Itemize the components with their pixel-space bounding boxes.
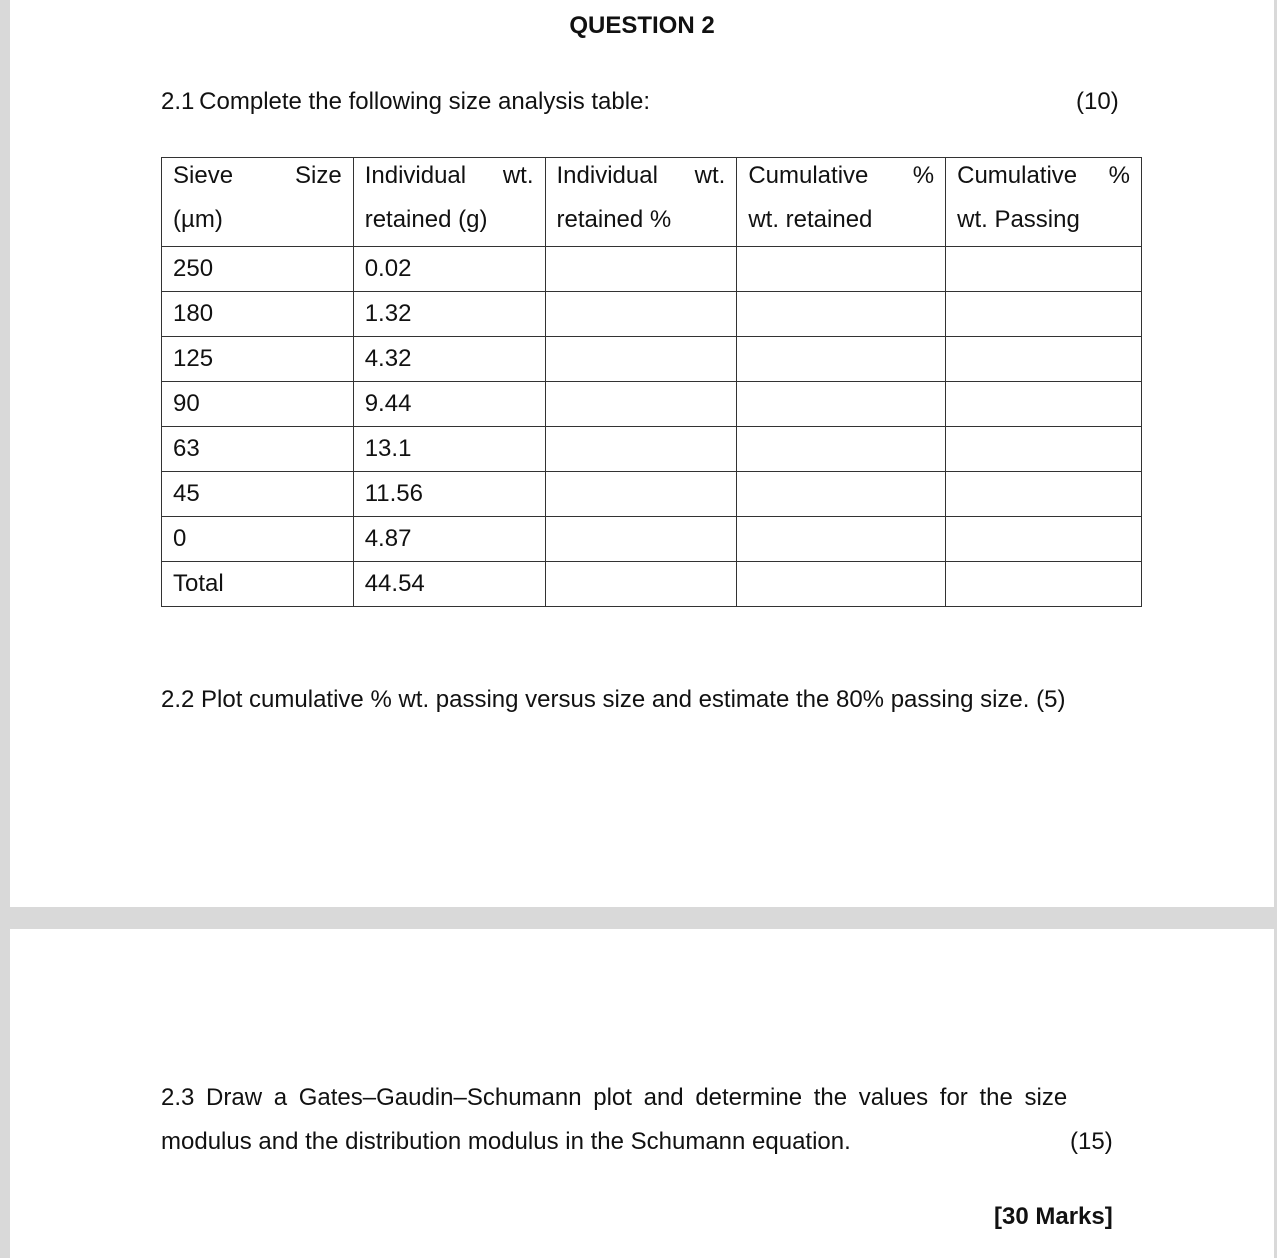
q21-marks: (10) — [1076, 88, 1119, 115]
cell-wt: 44.54 — [353, 562, 545, 607]
header-individual-wt-retained-g: Individual wt. retained (g) — [353, 158, 545, 247]
cell-size: 45 — [162, 472, 354, 517]
cell-empty — [545, 472, 737, 517]
total-marks: [30 Marks] — [994, 1203, 1113, 1230]
header-cumulative-wt-retained: Cumulative % wt. retained — [737, 158, 946, 247]
table-row — [162, 517, 1142, 562]
cell-wt: 1.32 — [353, 292, 545, 337]
q23-line1 — [161, 1084, 1119, 1112]
size-analysis-table — [161, 157, 1142, 607]
cell-wt: 9.44 — [353, 382, 545, 427]
page-1 — [10, 0, 1274, 907]
table-header-row — [162, 158, 1142, 247]
q23-line1-text: 2.3 Draw a Gates–Gaudin–Schumann plot and determine the values for the size — [161, 1084, 1068, 1111]
cell-wt: 11.56 — [353, 472, 545, 517]
cell-empty — [545, 292, 737, 337]
cell-empty — [946, 247, 1142, 292]
cell-wt: 4.32 — [353, 337, 545, 382]
cell-empty — [545, 337, 737, 382]
q21-text: 2.1 Complete the following size analysis table: — [161, 88, 651, 115]
table-row-total — [162, 562, 1142, 607]
cell-size: 180 — [162, 292, 354, 337]
table-row — [162, 247, 1142, 292]
cell-empty — [946, 562, 1142, 607]
header-individual-wt-retained-pct: Individual wt. retained % — [545, 158, 737, 247]
cell-empty — [545, 382, 737, 427]
cell-size: 125 — [162, 337, 354, 382]
cell-size: 0 — [162, 517, 354, 562]
table-row — [162, 292, 1142, 337]
q22-text: 2.2 Plot cumulative % wt. passing versus size and estimate the 80% passing size. (5) — [161, 686, 1066, 713]
cell-empty — [737, 337, 946, 382]
cell-empty — [737, 382, 946, 427]
cell-empty — [545, 562, 737, 607]
cell-empty — [737, 292, 946, 337]
cell-empty — [946, 472, 1142, 517]
cell-empty — [946, 517, 1142, 562]
q23-line2: modulus and the distribution modulus in the Schumann equation. — [161, 1128, 851, 1155]
cell-empty — [737, 562, 946, 607]
cell-empty — [737, 427, 946, 472]
header-cumulative-wt-passing: Cumulative % wt. Passing — [946, 158, 1142, 247]
header-sieve-size: Sieve Size (µm) — [162, 158, 354, 247]
cell-empty — [545, 517, 737, 562]
table-row — [162, 472, 1142, 517]
cell-wt: 13.1 — [353, 427, 545, 472]
cell-empty — [545, 247, 737, 292]
cell-empty — [737, 517, 946, 562]
page-2 — [10, 929, 1274, 1258]
cell-empty — [946, 292, 1142, 337]
cell-empty — [946, 427, 1142, 472]
q23-marks: (15) — [1070, 1128, 1113, 1155]
cell-size: Total — [162, 562, 354, 607]
cell-size: 63 — [162, 427, 354, 472]
cell-wt: 4.87 — [353, 517, 545, 562]
cell-empty — [946, 337, 1142, 382]
question-title: QUESTION 2 — [569, 12, 715, 39]
table-row — [162, 337, 1142, 382]
table-row — [162, 382, 1142, 427]
cell-wt: 0.02 — [353, 247, 545, 292]
cell-size: 250 — [162, 247, 354, 292]
cell-empty — [946, 382, 1142, 427]
cell-empty — [545, 427, 737, 472]
cell-size: 90 — [162, 382, 354, 427]
cell-empty — [737, 247, 946, 292]
table-row — [162, 427, 1142, 472]
cell-empty — [737, 472, 946, 517]
